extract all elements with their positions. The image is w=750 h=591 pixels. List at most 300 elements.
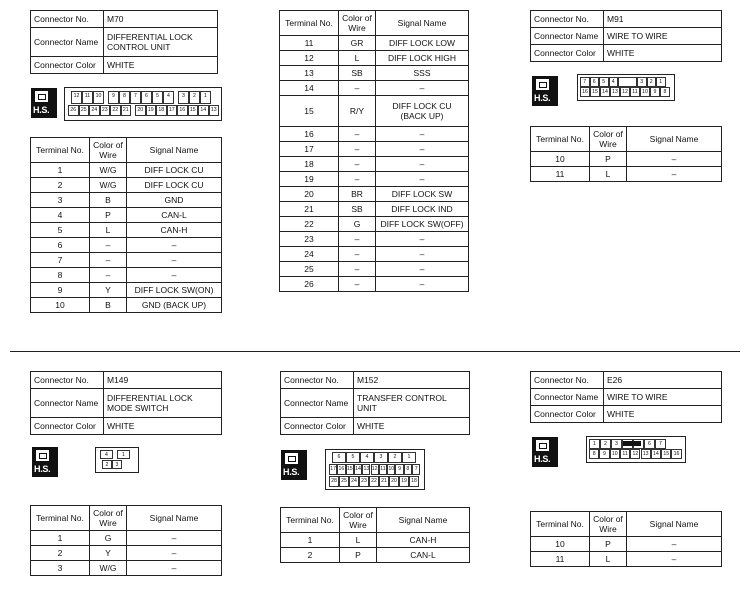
pin-cell: 18 (156, 105, 167, 116)
terminal-no-cell: 16 (280, 127, 339, 142)
wire-color-cell: – (339, 142, 376, 157)
signal-name-cell: – (127, 253, 222, 268)
signal-name-cell: – (376, 157, 469, 172)
pin-cell: 2 (189, 91, 200, 104)
wire-color-cell: Y (90, 546, 127, 561)
pin-cell: 8 (660, 87, 670, 97)
pin-cell: 2 (647, 77, 657, 87)
connector-no-value: M70 (104, 11, 218, 28)
harness-side-icon (32, 447, 58, 477)
pin-cell: 14 (600, 87, 610, 97)
wire-color-cell: W/G (90, 163, 127, 178)
terminal-no-cell: 1 (31, 531, 90, 546)
wire-color-header: Color of Wire (590, 512, 627, 537)
pin-cell: 8 (589, 449, 599, 459)
signal-name-cell: SSS (376, 66, 469, 81)
signal-name-cell: DIFF LOCK CU (127, 178, 222, 193)
pin-cell: 10 (640, 87, 650, 97)
pin-cell: 15 (661, 449, 671, 459)
wire-color-cell: P (590, 537, 627, 552)
connector-no-label: Connector No. (531, 11, 604, 28)
harness-side-icon (532, 76, 558, 106)
wire-color-cell: B (90, 193, 127, 208)
wire-color-cell: L (590, 167, 627, 182)
harness-side-icon (31, 88, 57, 118)
table-row (31, 163, 222, 178)
pin-cell: 22 (110, 105, 121, 116)
terminal-no-header: Terminal No. (281, 508, 340, 533)
m149-connector-face (95, 447, 139, 473)
e26-connector-face (586, 436, 686, 463)
pin-cell: 23 (100, 105, 111, 116)
locking-tab-icon (623, 441, 641, 446)
harness-side-icon (532, 437, 558, 467)
connector-name-value: DIFFERENTIAL LOCK MODE SWITCH (104, 389, 222, 418)
pin-cell: 4 (163, 91, 174, 104)
terminal-no-cell: 10 (531, 537, 590, 552)
wire-color-header: Color of Wire (590, 127, 627, 152)
terminal-no-cell: 24 (280, 247, 339, 262)
wire-color-cell: – (90, 238, 127, 253)
signal-name-cell: DIFF LOCK CU (BACK UP) (376, 96, 469, 127)
signal-name-cell: – (627, 152, 722, 167)
table-row (531, 152, 722, 167)
terminal-no-cell: 8 (31, 268, 90, 283)
pin-cell: 1 (402, 452, 416, 463)
pin-cell: 10 (387, 464, 395, 475)
pin-cell: 5 (346, 452, 360, 463)
pin-cell: 3 (112, 460, 122, 469)
terminal-no-cell: 7 (31, 253, 90, 268)
signal-name-cell: – (376, 172, 469, 187)
table-row (280, 81, 469, 96)
connector-color-value: WHITE (354, 418, 470, 435)
pin-cell: 5 (599, 77, 609, 87)
pin-cell: 4 (360, 452, 374, 463)
terminal-no-cell: 26 (280, 277, 339, 292)
pin-cell: 1 (589, 439, 600, 449)
pin-cell (618, 77, 637, 87)
connector-color-value: WHITE (104, 57, 218, 74)
table-row (280, 127, 469, 142)
m70-connector-face (64, 87, 222, 121)
hs-label: H.S. (534, 93, 551, 103)
wire-color-cell: G (339, 217, 376, 232)
terminal-no-cell: 13 (280, 66, 339, 81)
terminal-no-header: Terminal No. (31, 506, 90, 531)
wire-color-cell: P (590, 152, 627, 167)
pin-cell: 11 (379, 464, 387, 475)
e26-pin-table (530, 511, 722, 567)
pin-cell: 15 (346, 464, 354, 475)
table-row (31, 193, 222, 208)
terminal-no-cell: 18 (280, 157, 339, 172)
signal-name-cell: – (127, 238, 222, 253)
pin-cell: 5 (152, 91, 163, 104)
connector-color-label: Connector Color (531, 406, 604, 423)
terminal-no-cell: 19 (280, 172, 339, 187)
pin-cell: 11 (620, 449, 630, 459)
terminal-no-cell: 23 (280, 232, 339, 247)
pin-cell: 3 (374, 452, 388, 463)
m152-connector-face (325, 449, 425, 490)
terminal-no-cell: 4 (31, 208, 90, 223)
pin-cell: 16 (177, 105, 188, 116)
pin-cell: 12 (371, 464, 379, 475)
table-row (280, 217, 469, 232)
connector-color-label: Connector Color (31, 418, 104, 435)
pin-cell: 3 (637, 77, 647, 87)
terminal-no-cell: 12 (280, 51, 339, 66)
pin-cell: 7 (580, 77, 590, 87)
pin-cell: 15 (188, 105, 199, 116)
signal-name-cell: DIFF LOCK SW (376, 187, 469, 202)
signal-name-cell: DIFF LOCK SW(OFF) (376, 217, 469, 232)
pin-cell: 4 (609, 77, 619, 87)
table-row (31, 208, 222, 223)
terminal-no-cell: 10 (531, 152, 590, 167)
wire-color-header: Color of Wire (90, 138, 127, 163)
m152-pin-table (280, 507, 470, 563)
signal-name-cell: – (376, 127, 469, 142)
pin-cell: 16 (671, 449, 681, 459)
terminal-no-cell: 3 (31, 561, 90, 576)
pin-cell: 13 (362, 464, 370, 475)
pin-cell: 26 (68, 105, 79, 116)
wire-color-cell: Y (90, 283, 127, 298)
pin-cell: 1 (117, 450, 130, 459)
pin-cell: 3 (611, 439, 622, 449)
wire-color-cell: B (90, 298, 127, 313)
signal-name-cell: – (376, 142, 469, 157)
terminal-no-header: Terminal No. (280, 11, 339, 36)
table-row (281, 548, 470, 563)
terminal-no-cell: 14 (280, 81, 339, 96)
pin-cell: 20 (135, 105, 146, 116)
pin-cell: 14 (651, 449, 661, 459)
wire-color-header: Color of Wire (340, 508, 377, 533)
hs-label: H.S. (534, 454, 551, 464)
pin-cell: 13 (209, 105, 220, 116)
table-row (280, 157, 469, 172)
table-row (31, 283, 222, 298)
pin-cell: 10 (610, 449, 620, 459)
connector-name-label: Connector Name (281, 389, 354, 418)
signal-name-header: Signal Name (376, 11, 469, 36)
signal-name-cell: DIFF LOCK IND (376, 202, 469, 217)
signal-name-cell: DIFF LOCK HIGH (376, 51, 469, 66)
table-row (31, 546, 222, 561)
pin-cell: 11 (82, 91, 93, 104)
signal-name-cell: – (127, 546, 222, 561)
pin-cell: 18 (409, 476, 419, 487)
wire-color-cell: P (90, 208, 127, 223)
signal-name-cell: DIFF LOCK SW(ON) (127, 283, 222, 298)
terminal-no-cell: 15 (280, 96, 339, 127)
table-row (531, 552, 722, 567)
connector-no-label: Connector No. (531, 372, 604, 389)
terminal-no-cell: 9 (31, 283, 90, 298)
wire-color-cell: BR (339, 187, 376, 202)
pin-cell: 8 (119, 91, 130, 104)
hs-label: H.S. (33, 105, 50, 115)
table-row (281, 533, 470, 548)
pin-cell: 17 (329, 464, 337, 475)
terminal-no-cell: 2 (281, 548, 340, 563)
signal-name-header: Signal Name (627, 127, 722, 152)
terminal-no-cell: 11 (531, 167, 590, 182)
pin-cell: 25 (339, 476, 349, 487)
terminal-no-cell: 17 (280, 142, 339, 157)
connector-color-value: WHITE (604, 45, 722, 62)
pin-cell: 16 (337, 464, 345, 475)
m70-pin-table-2 (279, 10, 469, 292)
pin-cell: 24 (89, 105, 100, 116)
pin-cell: 6 (332, 452, 346, 463)
pin-cell: 13 (610, 87, 620, 97)
pin-cell: 1 (656, 77, 666, 87)
connector-no-label: Connector No. (31, 11, 104, 28)
terminal-no-cell: 6 (31, 238, 90, 253)
signal-name-cell: – (376, 277, 469, 292)
pin-cell: 2 (600, 439, 611, 449)
pin-cell: 9 (650, 87, 660, 97)
wire-color-cell: SB (339, 66, 376, 81)
m70-pin-table-1 (30, 137, 222, 313)
terminal-no-header: Terminal No. (531, 127, 590, 152)
wire-color-cell: W/G (90, 178, 127, 193)
terminal-no-cell: 1 (281, 533, 340, 548)
signal-name-header: Signal Name (127, 138, 222, 163)
table-row (31, 561, 222, 576)
table-row (31, 531, 222, 546)
connector-name-value: TRANSFER CONTROL UNIT (354, 389, 470, 418)
pin-cell: 12 (71, 91, 82, 104)
pin-cell: 7 (130, 91, 141, 104)
wire-color-cell: – (339, 172, 376, 187)
table-row (280, 36, 469, 51)
pin-cell: 1 (200, 91, 211, 104)
wire-color-cell: L (339, 51, 376, 66)
terminal-no-cell: 22 (280, 217, 339, 232)
terminal-no-cell: 1 (31, 163, 90, 178)
connector-name-value: DIFFERENTIAL LOCK CONTROL UNIT (104, 28, 218, 57)
pin-cell: 25 (79, 105, 90, 116)
pin-cell: 24 (349, 476, 359, 487)
wire-color-header: Color of Wire (339, 11, 376, 36)
wire-color-cell: – (90, 268, 127, 283)
connector-color-value: WHITE (604, 406, 722, 423)
pin-cell: 9 (108, 91, 119, 104)
table-row (280, 202, 469, 217)
connector-no-label: Connector No. (281, 372, 354, 389)
terminal-no-cell: 2 (31, 178, 90, 193)
signal-name-cell: GND (BACK UP) (127, 298, 222, 313)
connector-name-label: Connector Name (531, 389, 604, 406)
pin-cell: 17 (167, 105, 178, 116)
connector-name-label: Connector Name (31, 389, 104, 418)
signal-name-cell: – (627, 552, 722, 567)
wire-color-cell: – (339, 127, 376, 142)
connector-name-value: WIRE TO WIRE (604, 28, 722, 45)
connector-no-label: Connector No. (31, 372, 104, 389)
connector-no-value: M91 (604, 11, 722, 28)
table-row (531, 167, 722, 182)
table-row (280, 232, 469, 247)
table-row (280, 187, 469, 202)
wire-color-cell: – (339, 81, 376, 96)
pin-cell: 9 (599, 449, 609, 459)
wire-color-cell: GR (339, 36, 376, 51)
pin-cell: 6 (644, 439, 655, 449)
signal-name-cell: – (127, 268, 222, 283)
pin-cell: 3 (178, 91, 189, 104)
signal-name-cell: CAN-H (127, 223, 222, 238)
e26-info-table (530, 371, 722, 423)
m149-pin-table (30, 505, 222, 576)
section-divider (10, 351, 740, 352)
pin-cell: 12 (620, 87, 630, 97)
table-row (280, 51, 469, 66)
pin-cell: 19 (146, 105, 157, 116)
table-row (280, 277, 469, 292)
signal-name-cell: – (376, 232, 469, 247)
wire-color-header: Color of Wire (90, 506, 127, 531)
pin-cell: 4 (100, 450, 113, 459)
pin-cell: 14 (354, 464, 362, 475)
signal-name-header: Signal Name (127, 506, 222, 531)
connector-no-value: E26 (604, 372, 722, 389)
table-row (31, 298, 222, 313)
signal-name-cell: DIFF LOCK LOW (376, 36, 469, 51)
pin-cell: 6 (590, 77, 600, 87)
table-row (280, 172, 469, 187)
m91-info-table (530, 10, 722, 62)
terminal-no-cell: 2 (31, 546, 90, 561)
pin-cell: 2 (388, 452, 402, 463)
connector-name-value: WIRE TO WIRE (604, 389, 722, 406)
pin-cell: 22 (369, 476, 379, 487)
terminal-no-cell: 11 (531, 552, 590, 567)
table-row (280, 66, 469, 81)
terminal-no-cell: 25 (280, 262, 339, 277)
table-row (31, 253, 222, 268)
table-row (280, 262, 469, 277)
pin-cell: 6 (141, 91, 152, 104)
signal-name-cell: CAN-L (377, 548, 470, 563)
m149-info-table (30, 371, 222, 435)
connector-color-value: WHITE (104, 418, 222, 435)
wire-color-cell: R/Y (339, 96, 376, 127)
wire-color-cell: – (339, 277, 376, 292)
connector-color-label: Connector Color (531, 45, 604, 62)
table-row (31, 268, 222, 283)
pin-cell: 21 (379, 476, 389, 487)
terminal-no-header: Terminal No. (31, 138, 90, 163)
connector-color-label: Connector Color (31, 57, 104, 74)
terminal-no-header: Terminal No. (531, 512, 590, 537)
wire-color-cell: L (90, 223, 127, 238)
signal-name-cell: – (127, 561, 222, 576)
table-row (280, 142, 469, 157)
signal-name-cell: – (376, 247, 469, 262)
signal-name-cell: – (627, 537, 722, 552)
terminal-no-cell: 11 (280, 36, 339, 51)
m70-info-table (30, 10, 218, 74)
signal-name-cell: CAN-H (377, 533, 470, 548)
table-row (280, 247, 469, 262)
table-row (31, 238, 222, 253)
terminal-no-cell: 20 (280, 187, 339, 202)
pin-cell: 14 (198, 105, 209, 116)
wire-color-cell: – (339, 262, 376, 277)
hs-label: H.S. (283, 467, 300, 477)
signal-name-cell: – (376, 81, 469, 96)
pin-cell: 15 (590, 87, 600, 97)
pin-cell: 9 (395, 464, 403, 475)
pin-cell: 12 (630, 449, 640, 459)
pin-cell: 13 (641, 449, 651, 459)
pin-cell: 19 (399, 476, 409, 487)
wire-color-cell: P (340, 548, 377, 563)
wire-color-cell: SB (339, 202, 376, 217)
pin-cell: 10 (93, 91, 104, 104)
pin-cell: 7 (412, 464, 420, 475)
pin-cell: 23 (359, 476, 369, 487)
m91-pin-table (530, 126, 722, 182)
pin-cell: 7 (655, 439, 666, 449)
hs-label: H.S. (34, 464, 51, 474)
signal-name-cell: CAN-L (127, 208, 222, 223)
table-row (531, 537, 722, 552)
terminal-no-cell: 21 (280, 202, 339, 217)
signal-name-cell: DIFF LOCK CU (127, 163, 222, 178)
signal-name-cell: – (127, 531, 222, 546)
connector-no-value: M152 (354, 372, 470, 389)
wire-color-cell: – (90, 253, 127, 268)
connector-name-label: Connector Name (31, 28, 104, 57)
signal-name-header: Signal Name (627, 512, 722, 537)
wire-color-cell: G (90, 531, 127, 546)
pin-cell: 11 (630, 87, 640, 97)
wire-color-cell: – (339, 232, 376, 247)
pin-cell: 16 (580, 87, 590, 97)
pin-cell: 21 (121, 105, 132, 116)
pin-cell: 8 (404, 464, 412, 475)
terminal-no-cell: 10 (31, 298, 90, 313)
wire-color-cell: L (340, 533, 377, 548)
wire-color-cell: L (590, 552, 627, 567)
pin-cell: 2 (102, 460, 112, 469)
harness-side-icon (281, 450, 307, 480)
wire-color-cell: – (339, 247, 376, 262)
terminal-no-cell: 3 (31, 193, 90, 208)
table-row (280, 96, 469, 127)
wire-color-cell: W/G (90, 561, 127, 576)
signal-name-cell: – (627, 167, 722, 182)
table-row (31, 178, 222, 193)
table-row (31, 223, 222, 238)
m152-info-table (280, 371, 470, 435)
wire-color-cell: – (339, 157, 376, 172)
connector-name-label: Connector Name (531, 28, 604, 45)
connector-color-label: Connector Color (281, 418, 354, 435)
signal-name-cell: – (376, 262, 469, 277)
signal-name-header: Signal Name (377, 508, 470, 533)
connector-no-value: M149 (104, 372, 222, 389)
signal-name-cell: GND (127, 193, 222, 208)
m91-connector-face (577, 74, 675, 101)
